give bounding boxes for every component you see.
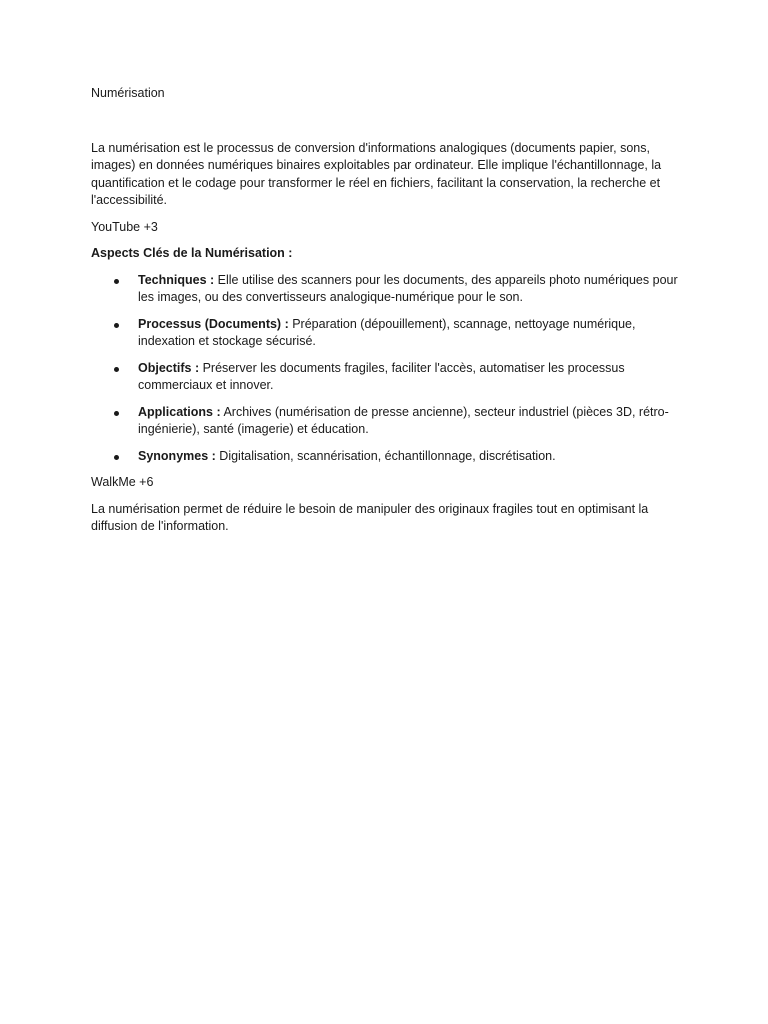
list-item-term: Synonymes : <box>138 448 216 463</box>
list-item-term: Applications : <box>138 404 221 419</box>
bullet-icon <box>114 411 119 416</box>
conclusion-paragraph: La numérisation permet de réduire le besoin de manipuler des originaux fragiles tout en optimisant la diffusion de l'information. <box>91 501 649 533</box>
bullet-icon <box>114 455 119 460</box>
list-item-term: Techniques : <box>138 272 215 287</box>
list-item-term: Processus (Documents) : <box>138 316 289 331</box>
list-item-text: Digitalisation, scannérisation, échantillonnage, discrétisation. <box>215 448 556 463</box>
bullet-icon <box>114 279 119 284</box>
bullet-icon <box>114 323 119 328</box>
source-reference-youtube: YouTube +3 <box>91 219 158 234</box>
list-item-term: Objectifs : <box>138 360 200 375</box>
list-item-text: Préserver les documents fragiles, faciliter l'accès, automatiser les processus commerciaux et innover. <box>138 360 625 392</box>
aspects-list <box>91 272 681 466</box>
document-body <box>91 85 681 536</box>
document-title: Numérisation <box>91 86 165 100</box>
list-item <box>91 404 681 439</box>
list-item-text: Elle utilise des scanners pour les documents, des appareils photo numériques pour les images, ou des convertisseurs analogique-numérique pour le son. <box>138 272 678 304</box>
list-item-text: Préparation (dépouillement), scannage, nettoyage numérique, indexation et stockage sécurisé. <box>138 316 636 348</box>
list-item-text: Archives (numérisation de presse ancienne), secteur industriel (pièces 3D, rétro-ingénierie), santé (imagerie) et éducation. <box>138 404 669 436</box>
list-item <box>91 272 681 307</box>
section-heading: Aspects Clés de la Numérisation : <box>91 246 293 260</box>
list-item <box>91 448 681 466</box>
intro-paragraph: La numérisation est le processus de conversion d'informations analogiques (documents papier, sons, images) en données numériques binaires exploitables par ordinateur. Elle implique l'échantillonnage, la quantification et le codage pour transformer le réel en fichiers, facilitant la conservation, la recherche et l'accessibilité. <box>91 140 662 207</box>
source-reference-walkme: WalkMe +6 <box>91 475 154 489</box>
bullet-icon <box>114 367 119 372</box>
list-item <box>91 360 681 395</box>
list-item <box>91 316 681 351</box>
